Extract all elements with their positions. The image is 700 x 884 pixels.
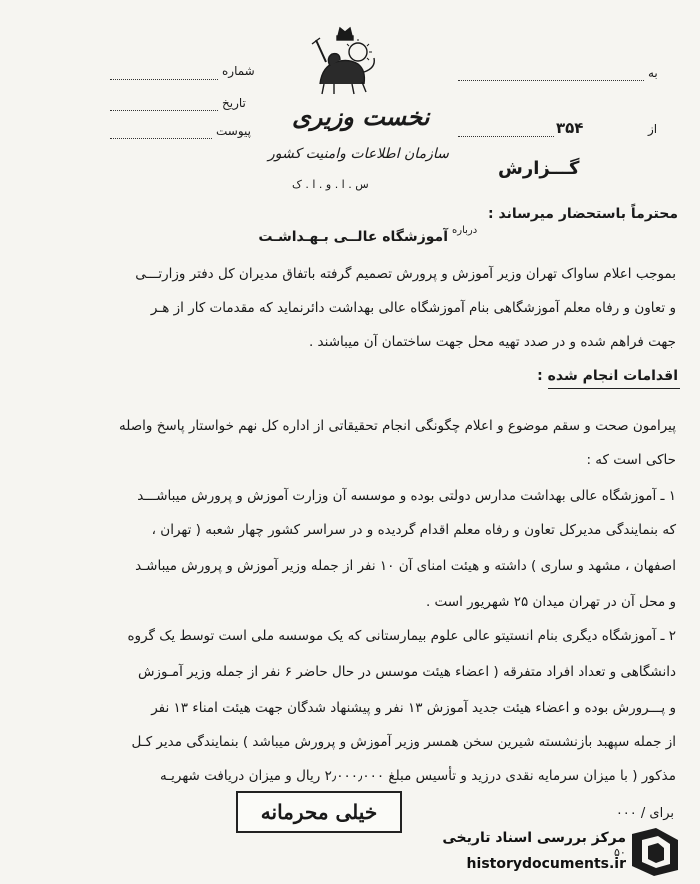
from-dotted-line [458, 136, 554, 137]
report-title: گـــزارش [498, 158, 580, 179]
continuation-note: برای / ۰۰۰ [615, 806, 674, 821]
actions-heading-underline [548, 388, 680, 389]
ministry-calligraphy: نخست وزیری [292, 102, 430, 131]
item2-line: مذکور ( با میزان سرمایه نقدی درزید و تأسیس مبلغ ۲٫۰۰۰٫۰۰۰ ریال و میزان دریافت شهریـه [159, 768, 676, 784]
paragraph1-line: بموجب اعلام ساواک تهران وزیر آموزش و پرورش تصمیم گرفته باتفاق مدیران کل دفتر وزارتـــی [135, 266, 676, 282]
watermark-name: مرکز بررسی اسناد تاریخی [442, 830, 626, 846]
date-dotted-line [110, 110, 218, 111]
item2-line: از جمله سپهبد بازنشسته شیرین سخن همسر وزیر آموزش و پرورش میباشد ) بنمایندگی مدیر کـل [131, 734, 676, 750]
history-documents-logo-icon [628, 826, 682, 878]
to-label: به [648, 66, 658, 80]
paragraph2-line: پیرامون صحت و سقم موضوع و اعلام چگونگی انجام تحقیقاتی از اداره کل نهم خواستار پاسخ واصله [118, 418, 676, 434]
subject-title: آموزشگاه عالــی بـهـداشـت [258, 229, 448, 245]
classification-stamp: خیلی محرمانه [236, 791, 402, 833]
salutation: محترماً باستحضار میرساند : [488, 206, 678, 222]
from-label: از [648, 122, 658, 136]
lion-and-sun-emblem-icon [300, 22, 390, 102]
watermark-url: historydocuments.ir [466, 856, 626, 872]
item1-line: ۱ ـ آموزشگاه عالی بهداشت مدارس دولتی بوده و موسسه آن وزارت آموزش و پرورش میباشـــد [137, 488, 676, 504]
item1-line: و محل آن در تهران میدان ۲۵ شهریور است . [425, 594, 676, 610]
organization-name: سازمان اطلاعات وامنیت کشور [268, 146, 449, 162]
item1-line: اصفهان ، مشهد و ساری ) داشته و هیئت امنای آن ۱۰ نفر از جمله وزیر آموزش و پرورش میباشـد [135, 558, 676, 574]
number-dotted-line [110, 79, 218, 80]
item1-line: که بنمایندگی مدیرکل تعاون و رفاه معلم اقدام گردیده و در سراسر کشور چهار شعبه ( تهران ، [151, 522, 676, 538]
paragraph1-line: و تعاون و رفاه معلم آموزشگاهی بنام آموزشگاه عالی بهداشت دائرنماید که مقدمات کار از هـر [150, 300, 676, 316]
paragraph1-line: جهت فراهم شده و در صدد تهیه محل جهت ساختمان آن میباشند . [308, 334, 676, 350]
from-number: ۳۵۴ [556, 119, 584, 137]
to-dotted-line [458, 80, 644, 81]
item2-line: و پـــرورش بوده و اعضاء هیئت جدید آموزش ۱۳ نفر و پیشنهاد شدگان جهت هیئت امناء ۱۳ نفر [151, 700, 676, 716]
attachment-dotted-line [110, 138, 212, 139]
number-label: شماره [222, 64, 255, 78]
item2-line: دانشگاهی و تعداد افراد متفرقه ( اعضاء هیئت موسس در حال حاضر ۶ نفر از جمله وزیر آمـوزش [137, 664, 676, 680]
attachment-label: پیوست [216, 124, 251, 138]
item2-line: ۲ ـ آموزشگاه دیگری بنام انستیتو عالی علوم بیمارستانی که یک موسسه ملی است توسط یک گروه [127, 628, 676, 644]
date-label: تاریخ [222, 96, 246, 110]
actions-heading: اقدامات انجام شده : [537, 368, 678, 384]
page-number: ۵۰ [614, 846, 626, 859]
subject-label: درباره [452, 225, 478, 236]
paragraph2-line: حاکی است که : [586, 452, 676, 468]
organization-code: س . ا . و . ا . ک [292, 178, 369, 191]
